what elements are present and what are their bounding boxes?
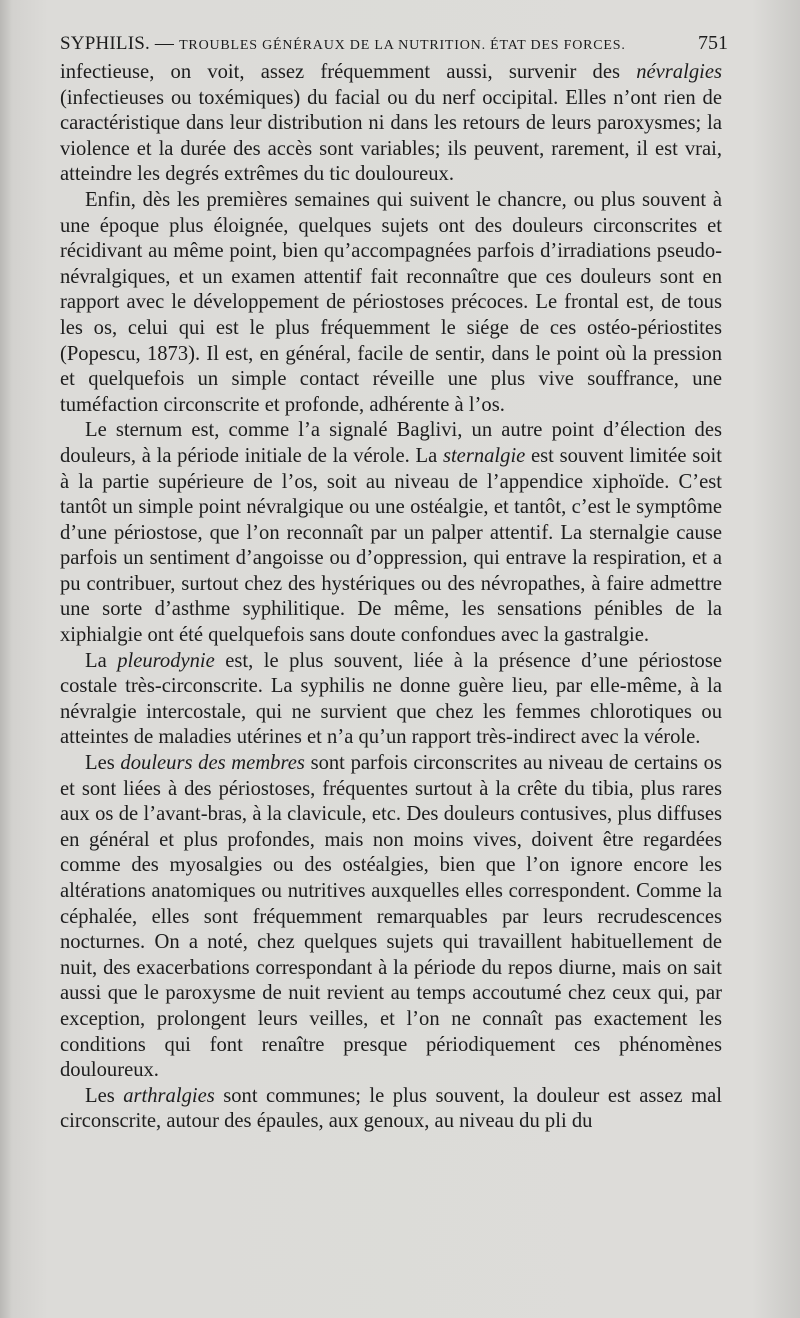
paragraph [60, 60, 722, 188]
text-run: Enfin, dès les premières semaines qui suivent le chancre, ou plus souvent à une époque plus éloignée, quelques sujets ont des douleurs circonscrites et récidivant au même point, bien qu’accompagnées parfois d’irradiations pseudo-névralgiques, et un examen attentif fait reconnaître que ces douleurs sont en rapport avec le développement de périostoses précoces. Le frontal est, de tous les os, celui qui est le plus fréquemment le siége de ces ostéo-périostites (Popescu, 1873). Il est, en général, facile de sentir, dans le point où la pression et quelquefois un simple contact réveille une plus vive souffrance, une tuméfaction circonscrite et profonde, adhérente à l’os. [60, 188, 722, 416]
italic-term: pleurodynie [117, 649, 215, 672]
book-title: SYPHILIS. [60, 33, 150, 54]
text-run: est souvent limitée soit à la partie supérieure de l’os, soit au niveau de l’appendice xiphoïde. C’est tantôt un simple point névralgique ou une ostéalgie, et tantôt, c’est le symptôme d’une périostose, que l’on reconnaît par un palper attentif. La sternalgie cause parfois un sentiment d’angoisse ou d’oppression, qui entrave la respiration, et a pu contribuer, surtout chez des hystériques ou des névropathes, à faire admettre une sorte d’asthme syphilitique. De même, les sensations pénibles de la xiphialgie ont été quelquefois sans doute confondues avec la gastralgie. [60, 444, 722, 647]
italic-term: douleurs des membres [120, 752, 305, 775]
paragraph [60, 649, 722, 751]
text-run: sont parfois circonscrites au niveau de certains os et sont liées à des périostoses, fréquentes surtout à la crête du tibia, plus rares aux os de l’avant-bras, à la clavicule, etc. Des douleurs contusives, plus diffuses en général et plus profondes, mais non moins vives, doivent être regardées comme des myosalgies ou des ostéalgies, bien que l’on ignore encore les altérations anatomiques ou nutritives auxquelles elles correspondent. Comme la céphalée, elles sont fréquemment remarquables par leurs recrudescences nocturnes. On a noté, chez quelques sujets qui travaillent habituellement de nuit, des exacerbations correspondant à la période du repos diurne, mais on sait aussi que le paroxysme de nuit revient au temps accoutumé chez ceux qui, par exception, prolongent leurs veilles, et l’on ne connaît pas exactement les conditions qui font renaître presque périodiquement ces phénomènes douloureux. [60, 752, 722, 1082]
body-text [60, 60, 722, 1135]
header-dash: — [154, 33, 175, 54]
paragraph [60, 751, 722, 1084]
italic-term: sternalgie [442, 444, 526, 467]
text-run: infectieuse, on voit, assez fréquemment aussi, survenir des [60, 61, 637, 83]
running-title [60, 31, 626, 59]
text-run: (infectieuses ou toxémiques) du facial ou du nerf occipital. Elles n’ont rien de caractéristique dans leur distribution ni dans les retours de leurs paroxysmes; la violence et la durée des accès sont variables; ils peuvent, rarement, il est vrai, atteindre les degrés extrêmes du tic douloureux. [60, 86, 722, 186]
text-run: La [85, 649, 118, 672]
paragraph [60, 418, 722, 648]
page-number: 751 [698, 32, 728, 54]
italic-term: névralgies [636, 61, 722, 83]
paragraph [60, 1084, 722, 1135]
text-run: Le sternum est, comme l’a signalé Baglivi, un autre point d’élection des douleurs, à la période initiale de la vérole. La [60, 419, 722, 467]
text-run: Les [85, 1084, 124, 1107]
paragraph [60, 188, 722, 418]
italic-term: arthralgies [123, 1084, 215, 1107]
text-run: sont communes; le plus souvent, la douleur est assez mal circonscrite, autour des épaules, aux genoux, au niveau du pli du [60, 1084, 722, 1133]
text-run: est, le plus souvent, liée à la présence d’une périostose costale très-circonscrite. La syphilis ne donne guère lieu, par elle-même, à la névralgie intercostale, qui ne survient que chez les femmes chlorotiques ou atteintes de maladies utérines et n’a qu’un rapport très-indirect avec la vérole. [60, 649, 722, 749]
running-header [60, 30, 728, 59]
section-title: TROUBLES GÉNÉRAUX DE LA NUTRITION. ÉTAT DES FORCES. [179, 38, 626, 53]
text-run: Les [85, 752, 121, 775]
page-gutter-shadow [0, 0, 12, 1318]
